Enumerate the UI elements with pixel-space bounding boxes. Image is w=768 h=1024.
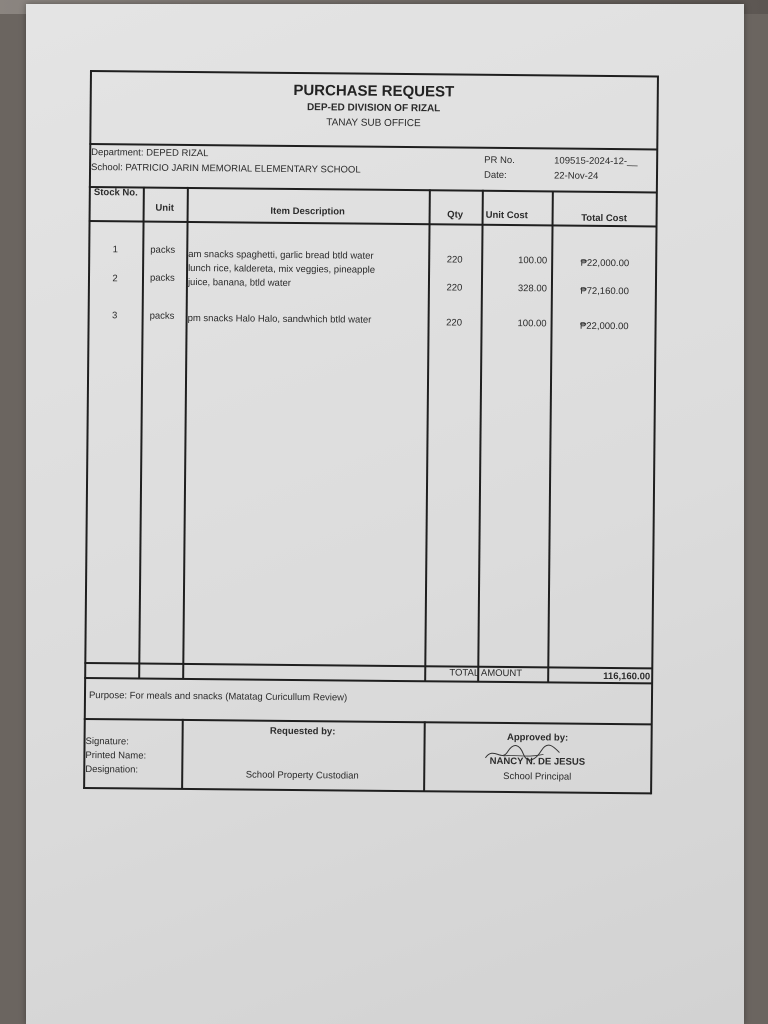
- item-3-unit: packs: [149, 310, 175, 322]
- paper-sheet: [26, 4, 744, 1024]
- approver-name: NANCY N. DE JESUS: [489, 755, 586, 768]
- item-3-qty: 220: [446, 317, 463, 329]
- col-unit-cost: Unit Cost: [485, 209, 528, 222]
- item-3-unit-cost: 100.00: [517, 318, 547, 330]
- item-1-unit-cost: 100.00: [518, 255, 548, 267]
- total-amount-value: 116,160.00: [603, 670, 651, 683]
- item-1-description: am snacks spaghetti, garlic bread btld water: [188, 248, 374, 262]
- item-2-stock: 2: [112, 273, 118, 285]
- item-3-stock: 3: [111, 310, 118, 322]
- form-title: PURCHASE REQUEST: [293, 81, 455, 101]
- col-stock-no: Stock No.: [93, 187, 138, 199]
- date-label: Date:: [483, 169, 507, 182]
- item-3-total: ₱22,000.00: [579, 320, 629, 333]
- signature-label: Signature:: [85, 735, 129, 748]
- purchase-request-form: [83, 70, 658, 795]
- item-2-qty: 220: [446, 282, 463, 294]
- requested-designation: School Property Custodian: [245, 769, 359, 782]
- designation-label: Designation:: [85, 763, 139, 776]
- item-1-qty: 220: [446, 254, 463, 266]
- item-2-total: ₱72,160.00: [580, 285, 629, 298]
- item-2-description-line1: lunch rice, kaldereta, mix veggies, pineapple: [188, 262, 376, 276]
- item-2-description-line2: juice, banana, btld water: [187, 276, 291, 289]
- requested-by-label: Requested by:: [269, 725, 336, 738]
- item-1-unit: packs: [150, 244, 176, 256]
- total-amount-label: TOTAL AMOUNT: [449, 667, 523, 680]
- pr-number-label: PR No.: [484, 154, 515, 167]
- col-total-cost: Total Cost: [581, 212, 628, 225]
- item-2-unit: packs: [149, 272, 175, 284]
- approver-designation: School Principal: [503, 770, 572, 783]
- date-value: 22-Nov-24: [553, 170, 599, 182]
- approved-by-label: Approved by:: [506, 732, 569, 744]
- division-name: DEP-ED DIVISION OF RIZAL: [306, 102, 441, 115]
- item-1-stock: 1: [112, 244, 118, 256]
- item-1-total: ₱22,000.00: [580, 257, 630, 270]
- col-qty: Qty: [447, 209, 464, 221]
- school-line: School: PATRICIO JARIN MEMORIAL ELEMENTARY SCHOOL: [91, 162, 361, 176]
- item-2-unit-cost: 328.00: [517, 283, 547, 295]
- pr-number-value: 109515-2024-12-__: [554, 155, 638, 168]
- col-unit: Unit: [155, 202, 174, 214]
- printed-name-label: Printed Name:: [85, 749, 147, 762]
- col-item-description: Item Description: [270, 205, 345, 218]
- department-line: Department: DEPED RIZAL: [91, 147, 209, 160]
- item-3-description: pm snacks Halo Halo, sandwhich btld water: [187, 312, 372, 326]
- purpose-line: Purpose: For meals and snacks (Matatag Curicullum Review): [88, 690, 348, 704]
- office-name: TANAY SUB OFFICE: [326, 117, 421, 130]
